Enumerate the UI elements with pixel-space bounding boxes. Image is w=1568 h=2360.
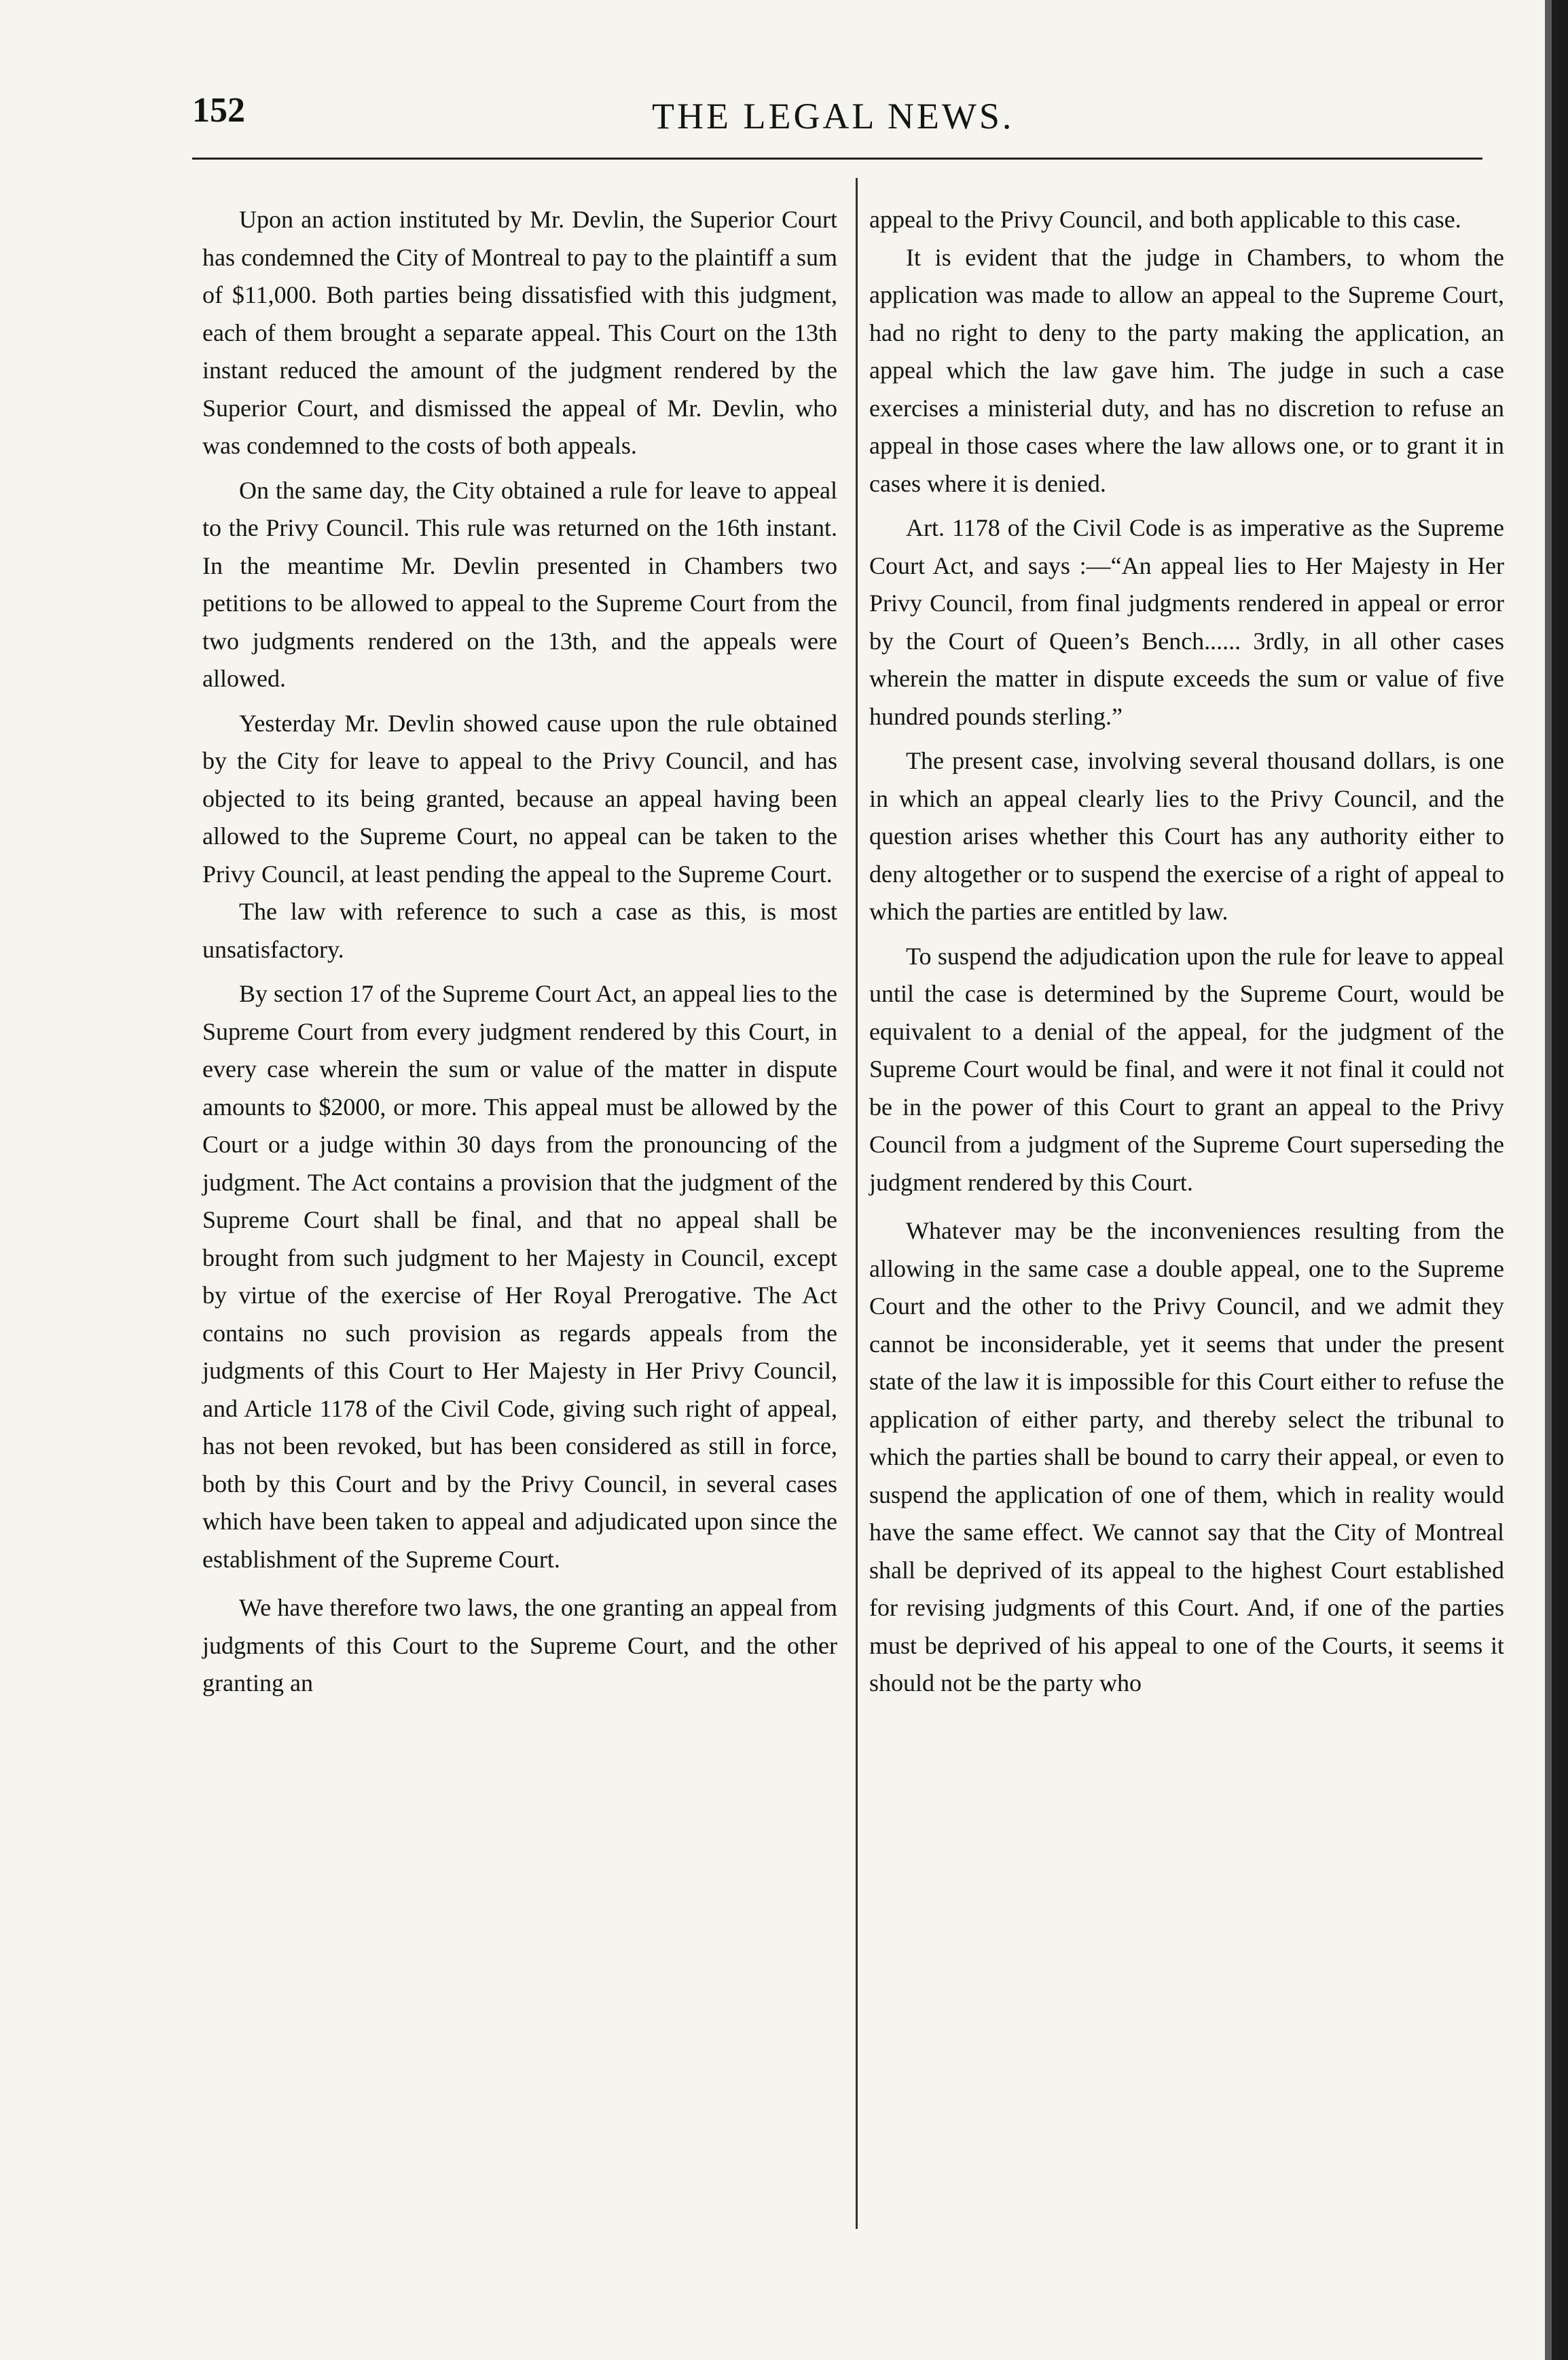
left-column xyxy=(202,201,837,1703)
paragraph: On the same day, the City obtained a rule for leave to appeal to the Privy Council. This rule was returned on the 16th instant. In the meantime Mr. Devlin presented in Chambers two petitions to be allowed to appeal to the Supreme Court from the two judgments rendered on the 13th, and the appeals were allowed. xyxy=(202,476,837,692)
paragraph: The present case, involving several thousand dollars, is one in which an appeal clearly lies to the Privy Council, and the question arises whether this Court has any authority either to deny altogether or to suspend the exercise of a right of appeal to which the parties are entitled by law. xyxy=(869,747,1504,925)
paragraph: Upon an action instituted by Mr. Devlin, the Superior Court has condemned the City of Montreal to pay to the plaintiff a sum of $11,000. Both parties being dissatisfied with this judgment, each of them brought a separate appeal. This Court on the 13th instant reduced the amount of the judgment rendered by the Superior Court, and dismissed the appeal of Mr. Devlin, who was condemned to the costs of both appeals. xyxy=(202,206,837,459)
paragraph: We have therefore two laws, the one granting an appeal from judgments of this Court to the Supreme Court, and the other granting an xyxy=(202,1594,837,1696)
paragraph: Yesterday Mr. Devlin showed cause upon the rule obtained by the City for leave to appeal to the Privy Council, and has objected to its being granted, because an appeal having been allowed to the Supreme Court, no appeal can be taken to the Privy Council, at least pending the appeal to the Supreme Court. xyxy=(202,709,837,888)
header-rule xyxy=(192,158,1482,160)
page-number: 152 xyxy=(192,91,245,130)
right-column xyxy=(869,201,1504,1703)
paragraph: By section 17 of the Supreme Court Act, an appeal lies to the Supreme Court from every judgment rendered by this Court, in every case wherein the sum or value of the matter in dispute amounts to $2000, or more. This appeal must be allowed by the Court or a judge within 30 days from the pronouncing of the judgment. The Act contains a provision that the judgment of the Supreme Court shall be final, and that no appeal shall be brought from such judgment to her Majesty in Council, except by virtue of the exercise of Her Royal Prerogative. The Act contains no such provision as regards appeals from the judgments of this Court to Her Majesty in Her Privy Council, and Article 1178 of the Civil Code, giving such right of appeal, has not been revoked, but has been considered as still in force, both by this Court and by the Privy Council, in several cases which have been taken to appeal and adjudicated upon since the establishment of the Supreme Court. xyxy=(202,980,837,1573)
paragraph-continued: appeal to the Privy Council, and both applicable to this case. xyxy=(869,206,1461,233)
paragraph: It is evident that the judge in Chambers, to whom the application was made to allow an appeal to the Supreme Court, had no right to deny to the party making the application, an appeal which the law gave him. The judge in such a case exercises a ministerial duty, and has no discretion to refuse an appeal in those cases where the law allows one, or to grant it in cases where it is denied. xyxy=(869,243,1504,497)
paragraph: Whatever may be the inconveniences resulting from the allowing in the same case a double appeal, one to the Supreme Court and the other to the Privy Council, and we admit they cannot be inconsiderable, yet it seems that under the present state of the law it is impossible for this Court either to refuse the application of either party, and thereby select the tribunal to which the parties shall be bound to carry their appeal, or even to suspend the application of one of them, which in reality would have the same effect. We cannot say that the City of Montreal shall be deprived of its appeal to the highest Court established for revising judgments of this Court. And, if one of the parties must be deprived of his appeal to one of the Courts, it seems it should not be the party who xyxy=(869,1217,1504,1696)
scan-edge xyxy=(1545,0,1552,2360)
column-divider xyxy=(856,178,858,2229)
scan-edge-dark xyxy=(1552,0,1568,2360)
paragraph: The law with reference to such a case as this, is most unsatisfactory. xyxy=(202,898,837,963)
paragraph: To suspend the adjudication upon the rule for leave to appeal until the case is determined by the Supreme Court, would be equivalent to a denial of the appeal, for the judgment of the Supreme Court would be final, and were it not final it could not be in the power of this Court to grant an appeal to the Privy Council from a judgment of the Supreme Court superseding the judgment rendered by this Court. xyxy=(869,942,1504,1196)
paragraph: Art. 1178 of the Civil Code is as imperative as the Supreme Court Act, and says :—“An appeal lies to Her Majesty in Her Privy Council, from final judgments rendered in appeal or error by the Court of Queen’s Bench...... 3rdly, in all other cases wherein the matter in dispute exceeds the sum or value of five hundred pounds sterling.” xyxy=(869,514,1504,730)
running-head: THE LEGAL NEWS. xyxy=(652,96,1015,137)
